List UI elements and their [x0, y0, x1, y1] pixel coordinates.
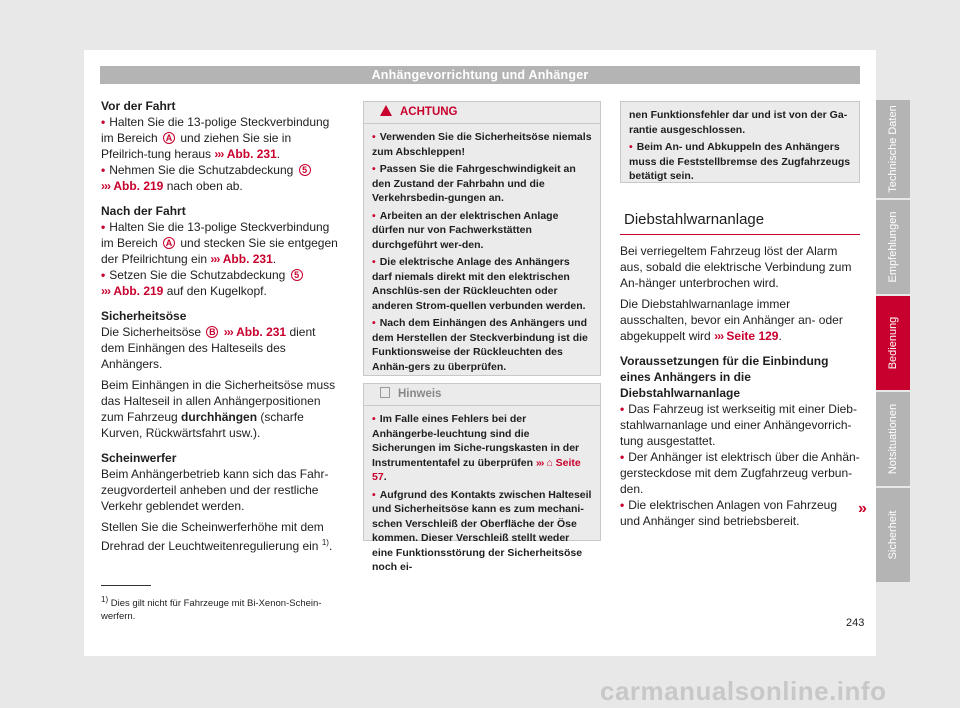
bullet-icon: •	[101, 163, 106, 177]
marker-a: A	[163, 237, 175, 249]
paragraph: Bei verriegeltem Fahrzeug löst der Alarm aus, sobald die elektrische Verbindung zum An-hänger unterbrochen wird.	[620, 244, 852, 290]
list-item: • Nach dem Einhängen des Anhängers und dem Herstellen der Steckverbindung ist die Funktionsweise der Rückleuchten des Anhän-gers zu überprüfen.	[372, 317, 588, 373]
paragraph: Die Diebstahlwarnanlage immer ausschalten, bevor ein Anhänger an- oder abgekuppelt wird ››› Seite 129.	[620, 297, 843, 343]
tab-empfehlungen[interactable]: Empfehlungen	[876, 200, 910, 294]
figure-link[interactable]: Abb. 231	[222, 252, 273, 266]
sub-heading: Voraussetzungen für die Einbindung eines Anhängers in die Diebstahlwarnanlage	[620, 354, 829, 400]
paragraph: Die Sicherheitsöse B ››› Abb. 231 dient dem Einhängen des Halteseils des Anhängers.	[101, 325, 316, 371]
bullet-icon: •	[101, 115, 106, 129]
footnote-ref[interactable]: 1)	[321, 538, 329, 547]
paragraph: Stellen Sie die Scheinwerferhöhe mit dem Drehrad der Leuchtweitenregulierung ein $^{1)}$.	[101, 520, 333, 553]
column-left	[101, 98, 341, 554]
list-item: • Im Falle eines Fehlers bei der Anhängerbe-leuchtung sind die Sicherungen im Siche-rungskasten in der Instrumententafel zu überprüfen ››› ⌂ Seite 57.	[372, 413, 581, 483]
footnote: $^{1)}$ Dies gilt nicht für Fahrzeuge mit Bi-Xenon-Schein-werfern.	[101, 595, 322, 622]
tab-bedienung[interactable]: Bedienung	[876, 296, 910, 390]
continue-arrow-icon: »	[858, 500, 867, 517]
page-link[interactable]: Seite 57	[372, 456, 581, 483]
list-item: • Nehmen Sie die Schutzabdeckung 5 ››› Abb. 219 nach oben ab.	[101, 162, 341, 194]
section-title: Diebstahlwarnanlage	[620, 211, 860, 235]
arrows-icon: ›››	[223, 325, 233, 339]
arrows-icon: ›››	[714, 329, 724, 343]
paragraph: Beim Einhängen in die Sicherheitsöse muss das Halteseil in allen Anhängerpositionen zum Fahrzeug durchhängen (scharfe Kurven, Rückwärtsfahrt usw.).	[101, 378, 336, 440]
list-item: • Halten Sie die 13-polige Steckverbindung im Bereich A und ziehen Sie sie in Pfeilrich-tung heraus ››› Abb. 231.	[101, 115, 330, 161]
footnote-divider	[101, 585, 151, 586]
heading-sicherheitsoese: Sicherheitsöse	[101, 309, 187, 323]
list-item: • Arbeiten an der elektrischen Anlage dürfen nur von Fachwerkstätten durchgeführt wer-den.	[372, 209, 559, 251]
chapter-header: Anhängevorrichtung und Anhänger	[100, 66, 860, 84]
warning-header: ACHTUNG	[364, 102, 600, 124]
arrows-icon: ›››	[210, 252, 220, 266]
page-link[interactable]: Seite 129	[726, 329, 779, 343]
bullet-icon: •	[101, 268, 106, 282]
list-item: • Halten Sie die 13-polige Steckverbindung im Bereich A und stecken Sie sie entgegen der Pfeilrichtung ein ››› Abb. 231.	[101, 220, 338, 266]
page-number: 243	[846, 617, 865, 629]
list-item: • Verwenden Sie die Sicherheitsöse niemals zum Abschleppen!	[372, 131, 592, 158]
paragraph: nen Funktionsfehler dar und ist von der Ga-rantie ausgeschlossen.	[629, 109, 848, 136]
list-item: • Der Anhänger ist elektrisch über die Anhän-gersteckdose mit dem Zugfahrzeug verbun-den.	[620, 450, 860, 496]
bullet-icon: •	[101, 220, 106, 234]
figure-link[interactable]: Abb. 231	[226, 147, 277, 161]
tab-technische-daten[interactable]: Technische Daten	[876, 100, 910, 198]
paragraph: Beim Anhängerbetrieb kann sich das Fahr-zeugvorderteil anheben und der restliche Verkehr geblendet werden.	[101, 467, 329, 513]
marker-b: B	[206, 326, 218, 338]
warning-box-continued	[620, 101, 860, 183]
list-item: • Die elektrische Anlage des Anhängers darf niemals direkt mit den elektrischen Anschlüs-sen der Rückleuchten oder anderen Strom-quellen verbunden werden.	[372, 256, 586, 312]
arrows-icon: ›››	[214, 147, 224, 161]
warning-triangle-icon	[380, 105, 392, 116]
figure-link[interactable]: Abb. 219	[113, 179, 164, 193]
heading-vor-der-fahrt: Vor der Fahrt	[101, 99, 176, 113]
figure-link[interactable]: Abb. 231	[236, 325, 287, 339]
watermark: carmanualsonline.info	[600, 676, 887, 706]
fuse-icon: ⌂	[546, 456, 553, 469]
figure-link[interactable]: Abb. 219	[113, 284, 164, 298]
list-item: • Beim An- und Abkuppeln des Anhängers muss die Feststellbremse des Zugfahrzeugs betätigt sein.	[629, 141, 851, 182]
marker-5: 5	[299, 164, 311, 176]
marker-5: 5	[291, 269, 303, 281]
list-item: • Passen Sie die Fahrgeschwindigkeit an den Zustand der Fahrbahn und die Verkehrsbedin-gungen an.	[372, 163, 576, 204]
arrows-icon: ›››	[101, 284, 110, 298]
list-item: • Aufgrund des Kontakts zwischen Halteseil und Sicherheitsöse kann es zum mechani-schen Verschleiß der Oberfläche der Öse kommen. Dieser Verschleiß stellt weder eine Funktionsstörung der Sicherheitsöse noch ei-	[372, 488, 592, 573]
arrows-icon: ›››	[101, 179, 110, 193]
heading-nach-der-fahrt: Nach der Fahrt	[101, 204, 186, 218]
hint-header: Hinweis	[364, 384, 600, 406]
tab-notsituationen[interactable]: Notsituationen	[876, 392, 910, 486]
column-right	[620, 243, 860, 529]
info-note-icon	[380, 387, 390, 398]
warning-box	[363, 101, 601, 376]
list-item: • Das Fahrzeug ist werkseitig mit einer Dieb-stahlwarnanlage und einer Anhängevorrich-tung ausgestattet.	[620, 402, 857, 448]
heading-scheinwerfer: Scheinwerfer	[101, 451, 177, 465]
arrows-icon: ›››	[535, 456, 544, 469]
tab-sicherheit[interactable]: Sicherheit	[876, 488, 910, 582]
list-item: • Die elektrischen Anlagen von Fahrzeug und Anhänger sind betriebsbereit.	[620, 498, 837, 528]
marker-a: A	[163, 132, 175, 144]
list-item: • Setzen Sie die Schutzabdeckung 5 ››› Abb. 219 auf den Kugelkopf.	[101, 267, 341, 299]
hint-box	[363, 383, 601, 573]
